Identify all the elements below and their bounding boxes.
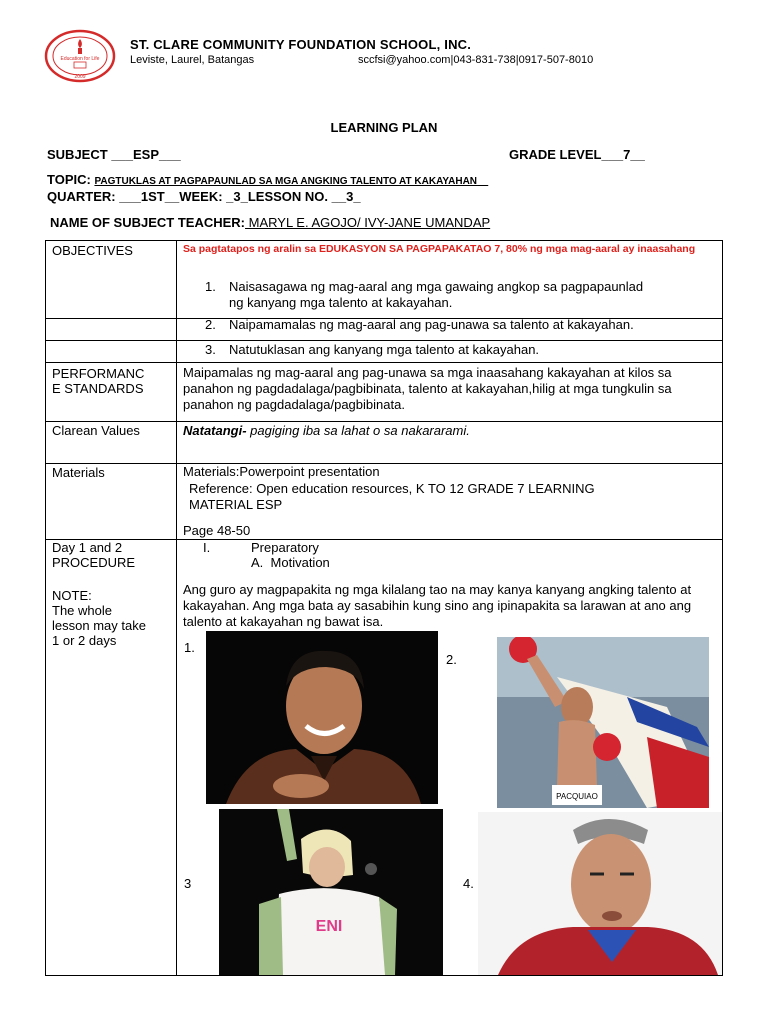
- materials-line: Materials:Powerpoint presentation: [183, 464, 380, 479]
- value-term: Natatangi-: [183, 423, 247, 438]
- materials-label: Materials: [52, 465, 105, 480]
- quarter-line: QUARTER: ___1ST__WEEK: _3_LESSON NO. __3_: [47, 189, 361, 204]
- reference-line-2: MATERIAL ESP: [189, 497, 283, 512]
- value-definition: pagiging iba sa lahat o sa nakararami.: [246, 423, 470, 438]
- objectives-label: OBJECTIVES: [52, 243, 133, 258]
- part-number: I.: [203, 540, 211, 555]
- clarean-values-label: Clarean Values: [52, 423, 140, 438]
- grade-level-line: GRADE LEVEL___7__: [509, 147, 645, 162]
- svg-text:PACQUIAO: PACQUIAO: [556, 792, 598, 801]
- school-address: Leviste, Laurel, Batangas: [130, 54, 255, 66]
- performance-standards-text: Maipamalas ng mag-aaral ang pag-unawa sa mga inaasahang kakayahan at kilos sa panahon ng pagdadalaga/pagbibinata, talento at kakayahan,hilig at mga tungkulin sa panahon ng pagdadalaga/pagbibinata.: [183, 365, 672, 412]
- topic-line: TOPIC: PAGTUKLAS AT PAGPAPAUNLAD SA MGA ANGKING TALENTO AT KAKAYAHAN__: [47, 172, 489, 187]
- photo-label-2: 2.: [446, 652, 457, 667]
- procedure-label: Day 1 and 2 PROCEDURE: [52, 540, 136, 570]
- celebrity-photo-2: [497, 637, 709, 808]
- svg-text:ENI: ENI: [315, 918, 343, 935]
- objectives-intro: Sa pagtatapos ng aralin sa EDUKASYON SA PAGPAPAKATAO 7, 80% ng mga mag-aaral ay inaasahang: [183, 243, 696, 255]
- teacher-line: NAME OF SUBJECT TEACHER: MARYL E. AGOJO/ IVY-JANE UMANDAP: [50, 215, 491, 230]
- school-name: ST. CLARE COMMUNITY FOUNDATION SCHOOL, INC.: [130, 37, 472, 52]
- celebrity-photo-1: [206, 631, 438, 804]
- motivation-instructions: Ang guro ay magpapakita ng mga kilalang tao na may kanya kanyang angking talento at kakayahan. Ang mga bata ay sasabihin kung sino ang ipinapakita sa larawan at ano ang talento at kakayahan ng bawat isa.: [183, 582, 692, 629]
- school-seal-logo: [44, 29, 116, 83]
- topic-value: PAGTUKLAS AT PAGPAPAUNLAD SA MGA ANGKING TALENTO AT KAKAYAHAN: [94, 176, 478, 187]
- procedure-note: NOTE: The whole lesson may take 1 or 2 days: [52, 588, 146, 648]
- page-title: LEARNING PLAN: [330, 120, 438, 135]
- photo-label-4: 4.: [463, 876, 474, 891]
- subject-line: SUBJECT ___ESP___: [47, 147, 181, 162]
- celebrity-photo-3: [219, 809, 443, 975]
- objective-item-2: 2. Naipamamalas ng mag-aaral ang pag-unawa sa talento at kakayahan.: [205, 317, 634, 332]
- objective-item-1: 1. Naisasagawa ng mag-aaral ang mga gawaing angkop sa pagpapaunlad ng kanyang mga talento at kakayahan.: [205, 279, 644, 310]
- grade-level-value: ___7__: [601, 147, 645, 162]
- teacher-value: MARYL E. AGOJO/ IVY-JANE UMANDAP: [245, 215, 491, 230]
- clarean-values-text: [183, 423, 470, 439]
- subject-value: ___ESP___: [111, 147, 181, 162]
- svg-text:2009: 2009: [74, 74, 86, 80]
- celebrity-photo-4: [478, 812, 722, 975]
- page-reference: Page 48-50: [183, 523, 251, 538]
- performance-standards-label: PERFORMANC E STANDARDS: [52, 366, 145, 396]
- school-contact: sccfsi@yahoo.com|043-831-738|0917-507-8010: [358, 54, 594, 66]
- part-title: Preparatory: [251, 540, 319, 555]
- reference-line: Reference: Open education resources, K TO 12 GRADE 7 LEARNING: [189, 481, 595, 496]
- motivation-heading: A. Motivation: [251, 555, 330, 570]
- svg-text:Education for Life: Education for Life: [60, 56, 100, 62]
- objective-item-3: 3. Natutuklasan ang kanyang mga talento at kakayahan.: [205, 342, 540, 357]
- photo-label-3: 3: [184, 876, 192, 891]
- photo-label-1: 1.: [184, 640, 195, 655]
